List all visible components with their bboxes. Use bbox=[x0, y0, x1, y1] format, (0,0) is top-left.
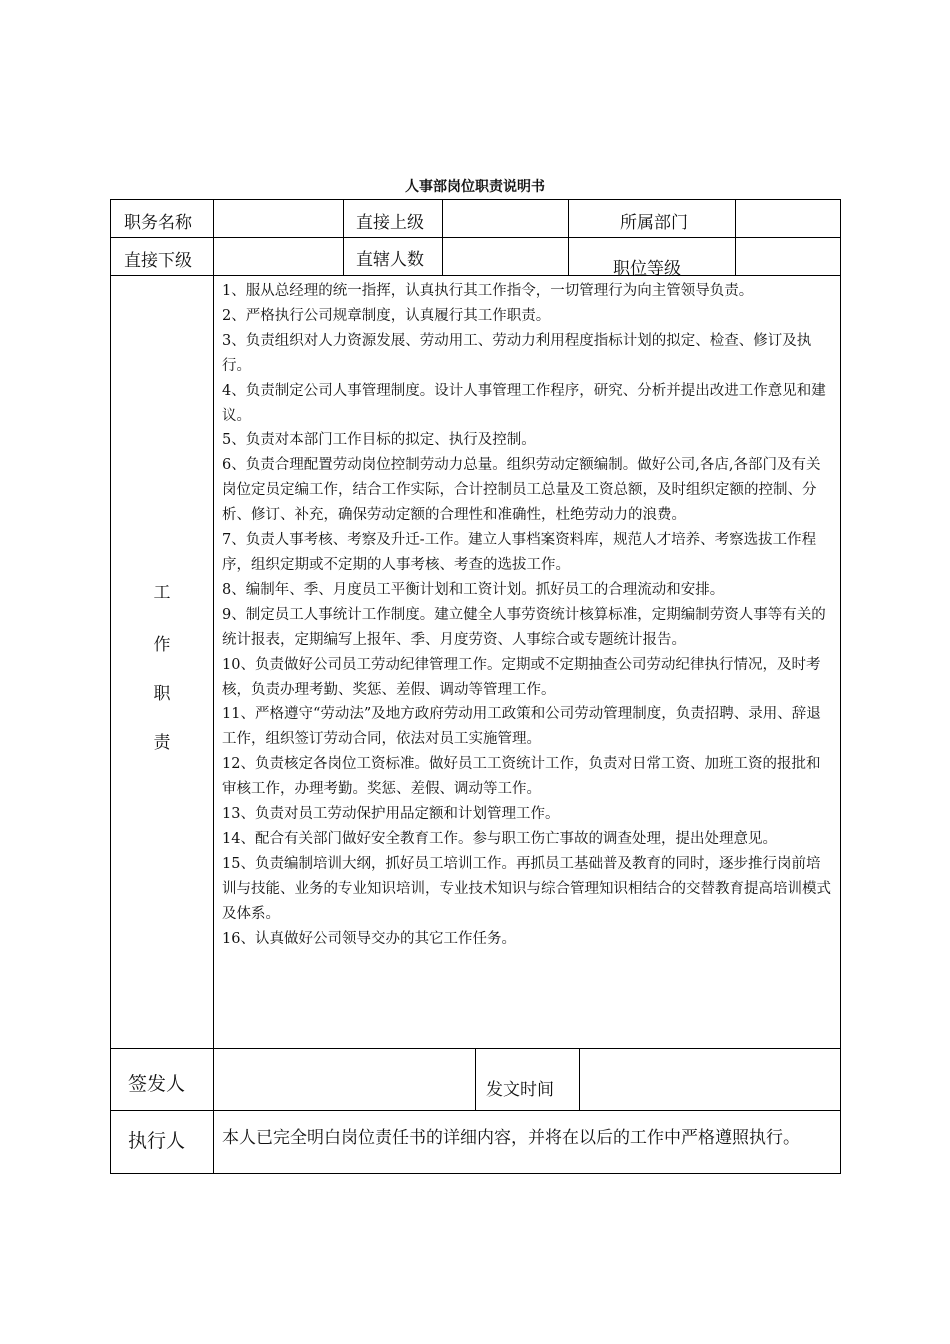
headcount-value[interactable] bbox=[448, 246, 563, 268]
table-rule bbox=[110, 1173, 841, 1174]
duty-item: 6、负责合理配置劳动岗位控制劳动力总量。组织劳动定额编制。做好公司,各店,各部门及有关岗位定员定编工作，结合工作实际，合计控制员工总量及工资总额，及时组织定额的控制、分析、修订、补充，确保劳动定额的合理性和准确性，杜绝劳动力的浪费。 bbox=[222, 457, 821, 524]
duty-item: 9、制定员工人事统计工作制度。建立健全人事劳资统计核算标准，定期编制劳资人事等有关的统计报表，定期编写上报年、季、月度劳资、人事综合或专题统计报告。 bbox=[222, 606, 826, 648]
duty-item: 5、负责对本部门工作目标的拟定、执行及控制。 bbox=[222, 432, 536, 449]
direct-superior-value[interactable] bbox=[448, 208, 563, 230]
duties-label-char: 职 bbox=[153, 684, 171, 704]
duty-item: 16、认真做好公司领导交办的其它工作任务。 bbox=[222, 930, 516, 947]
table-rule bbox=[110, 237, 841, 238]
duties-label-char: 责 bbox=[153, 733, 171, 753]
duties-label-char: 作 bbox=[153, 635, 171, 655]
duty-item: 3、负责组织对人力资源发展、劳动用工、劳动力利用程度指标计划的拟定、检查、修订及执行。 bbox=[222, 332, 812, 374]
duties-label-char: 工 bbox=[153, 583, 171, 603]
duty-item: 12、负责核定各岗位工资标准。做好员工工资统计工作，负责对日常工资、加班工资的报批和审核工作，办理考勤。奖惩、差假、调动等工作。 bbox=[222, 756, 821, 798]
table-rule bbox=[110, 199, 111, 1174]
table-rule bbox=[343, 199, 344, 276]
department-value[interactable] bbox=[740, 208, 835, 230]
duties-list bbox=[222, 279, 832, 951]
document-title: 人事部岗位职责说明书 bbox=[405, 179, 545, 195]
signer-value[interactable] bbox=[218, 1060, 468, 1100]
issue-date-label: 发文时间 bbox=[486, 1080, 554, 1100]
position-level-value[interactable] bbox=[740, 246, 835, 268]
duty-item: 13、负责对员工劳动保护用品定额和计划管理工作。 bbox=[222, 806, 560, 823]
direct-superior-label: 直接上级 bbox=[356, 213, 424, 233]
table-rule bbox=[840, 199, 841, 1174]
table-rule bbox=[442, 199, 443, 276]
table-rule bbox=[579, 1048, 580, 1111]
duty-item: 10、负责做好公司员工劳动纪律管理工作。定期或不定期抽查公司劳动纪律执行情况，及时考核，负责办理考勤、奖惩、差假、调动等管理工作。 bbox=[222, 656, 821, 698]
table-rule bbox=[213, 199, 214, 1174]
signer-label: 签发人 bbox=[128, 1073, 186, 1095]
table-rule bbox=[475, 1048, 476, 1111]
headcount-label: 直辖人数 bbox=[356, 250, 424, 270]
duty-item: 7、负责人事考核、考察及升迁-工作。建立人事档案资料库，规范人才培养、考察选拔工作程序，组织定期或不定期的人事考核、考查的选拔工作。 bbox=[222, 532, 817, 573]
direct-subordinate-value[interactable] bbox=[218, 246, 338, 268]
duty-item: 1、服从总经理的统一指挥，认真执行其工作指令，一切管理行为向主管领导负责。 bbox=[222, 283, 754, 299]
duty-item: 8、编制年、季、月度员工平衡计划和工资计划。抓好员工的合理流动和安排。 bbox=[222, 581, 725, 598]
direct-subordinate-label: 直接下级 bbox=[124, 251, 192, 271]
duty-item: 4、负责制定公司人事管理制度。设计人事管理工作程序，研究、分析并提出改进工作意见和建议。 bbox=[222, 382, 826, 424]
position-level-label: 职位等级 bbox=[613, 259, 681, 279]
executor-label: 执行人 bbox=[128, 1130, 186, 1152]
duty-item: 11、严格遵守“劳动法”及地方政府劳动用工政策和公司劳动管理制度，负责招聘、录用、辞退工作，组织签订劳动合同，依法对员工实施管理。 bbox=[222, 706, 821, 748]
table-rule bbox=[110, 275, 841, 276]
duty-item: 14、配合有关部门做好安全教育工作。参与职工伤亡事故的调查处理，提出处理意见。 bbox=[222, 830, 777, 847]
executor-statement: 本人已完全明白岗位责任书的详细内容，并将在以后的工作中严格遵照执行。 bbox=[222, 1128, 800, 1148]
job-title-value[interactable] bbox=[218, 208, 338, 230]
job-title-label: 职务名称 bbox=[124, 213, 192, 233]
duty-item: 2、严格执行公司规章制度，认真履行其工作职责。 bbox=[222, 307, 551, 324]
table-rule bbox=[568, 199, 569, 276]
issue-date-value[interactable] bbox=[584, 1060, 834, 1100]
table-rule bbox=[110, 199, 841, 200]
table-rule bbox=[735, 199, 736, 276]
duty-item: 15、负责编制培训大纲，抓好员工培训工作。再抓员工基础普及教育的同时，逐步推行岗前培训与技能、业务的专业知识培训，专业技术知识与综合管理知识相结合的交替教育提高培训模式及体系。 bbox=[222, 855, 831, 922]
department-label: 所属部门 bbox=[620, 213, 688, 233]
